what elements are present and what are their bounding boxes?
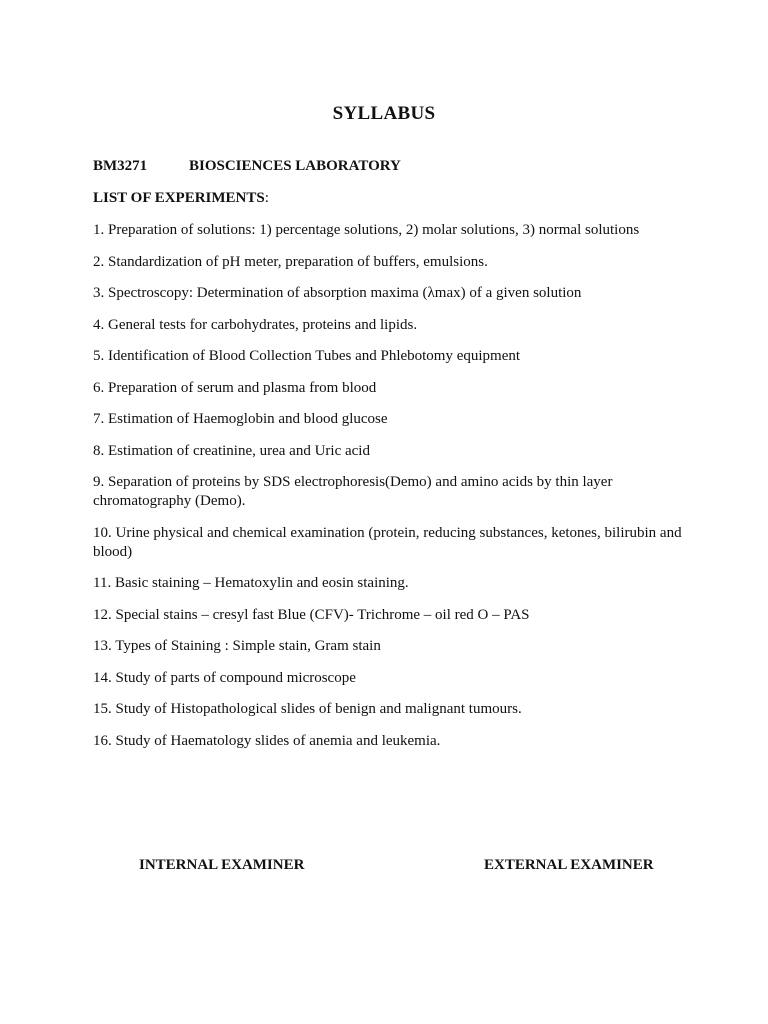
list-item: 7. Estimation of Haemoglobin and blood glucose (93, 411, 388, 427)
list-item: 13. Types of Staining : Simple stain, Gram stain (93, 638, 381, 654)
experiment-list (93, 221, 683, 763)
list-item: 4. General tests for carbohydrates, proteins and lipids. (93, 316, 418, 333)
list-item: 11. Basic staining – Hematoxylin and eosin staining. (93, 575, 409, 591)
list-heading-text: LIST OF EXPERIMENTS (93, 190, 265, 206)
list-heading (93, 190, 269, 207)
list-item: 14. Study of parts of compound microscope (93, 669, 356, 686)
list-item: 10. Urine physical and chemical examination (protein, reducing substances, ketones, bilirubin and blood) (93, 524, 682, 560)
list-item: 8. Estimation of creatinine, urea and Uric acid (93, 442, 370, 459)
page-title: SYLLABUS (332, 103, 436, 124)
list-item: 2. Standardization of pH meter, preparation of buffers, emulsions. (93, 253, 488, 270)
external-examiner-label: EXTERNAL EXAMINER (484, 857, 654, 873)
course-name: BIOSCIENCES LABORATORY (189, 158, 401, 174)
list-item: 1. Preparation of solutions: 1) percentage solutions, 2) molar solutions, 3) normal solutions (93, 222, 640, 238)
list-item: 3. Spectroscopy: Determination of absorption maxima (λmax) of a given solution (93, 285, 582, 301)
course-code: BM3271 (93, 158, 148, 174)
list-item: 16. Study of Haematology slides of anemia and leukemia. (93, 732, 441, 749)
list-item: 15. Study of Histopathological slides of benign and malignant tumours. (93, 701, 522, 717)
internal-examiner-label: INTERNAL EXAMINER (139, 857, 305, 873)
list-item: 9. Separation of proteins by SDS electrophoresis(Demo) and amino acids by thin layer chromatography (Demo). (93, 474, 613, 509)
list-item: 12. Special stains – cresyl fast Blue (CFV)- Trichrome – oil red O – PAS (93, 606, 530, 623)
list-item: 6. Preparation of serum and plasma from blood (93, 379, 377, 396)
list-heading-colon: : (264, 190, 269, 206)
list-item: 5. Identification of Blood Collection Tubes and Phlebotomy equipment (93, 348, 521, 364)
course-header (93, 158, 401, 175)
